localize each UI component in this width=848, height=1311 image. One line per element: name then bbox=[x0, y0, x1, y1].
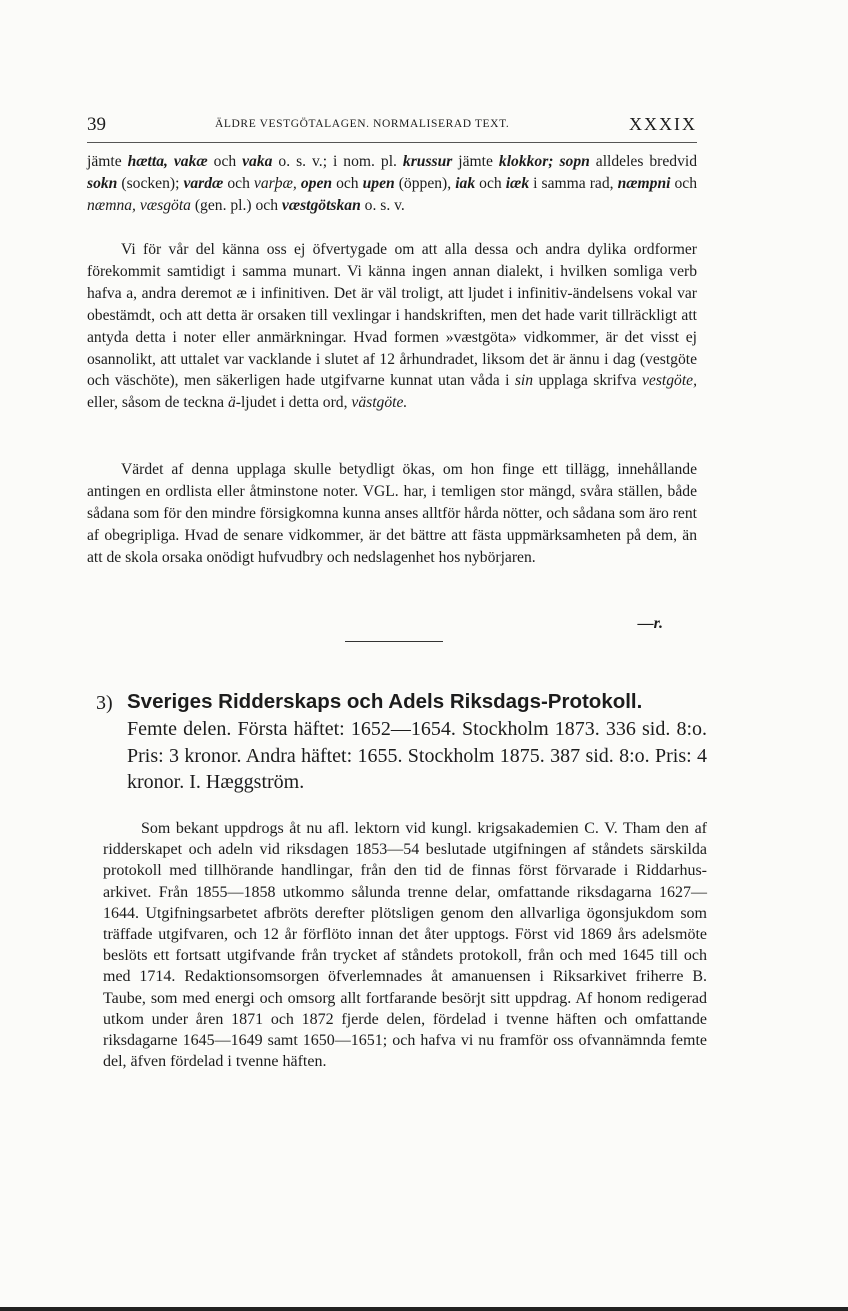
review-paragraph-2: Vi för vår del känna oss ej öfvertygade om att alla dessa och andra dylika ordformer förekommit samtidigt i samma munart. Vi känna ingen annan dialekt, i hvilken somliga verb hafva a, andra deremot æ i infinitiven. Det är väl troligt, att ljudet i infinitiv-ändelsens vokal var obestämdt, och att detta är orsaken till vexlingar i handskriften, men det hade varit tillräckligt att antyda detta i noter eller anmärkningar. Hvad formen »væstgöta» vidkommer, är det visst ej osannolikt, att uttalet var vacklande i slutet af 12 århundradet, liksom det är ännu i dag (vestgöte och väschöte), men säkerligen hade utgifvarne kunnat utan våda i sin upplaga skrifva vestgöte, eller, såsom de teckna ä-ljudet i detta ord, västgöte. bbox=[87, 241, 697, 412]
entry-title: Sveriges Ridderskaps och Adels Riksdags-Protokoll. bbox=[127, 690, 643, 713]
review-paragraph-1: jämte hætta, vakæ och vaka o. s. v.; i nom. pl. krussur jämte klokkor; sopn alldeles bredvid sokn (socken); vardæ och varþæ, open och upen (öppen), iak och iæk i samma rad, næmpni och næmna, væsgöta (gen. pl.) och væstgötskan o. s. v. bbox=[87, 153, 698, 214]
entry-details: Femte delen. Första häftet: 1652—1654. Stockholm 1873. 336 sid. 8:o. Pris: 3 kronor. Andra häftet: 1655. Stockholm 1875. 387 sid. 8:o. Pris: 4 kronor. I. Hæggström. bbox=[127, 718, 707, 793]
review-paragraph-3: Värdet af denna upplaga skulle betydligt ökas, om hon finge ett tillägg, innehållande antingen en ordlista eller åtminstone noter. VGL. har, i temligen stor mängd, svåra ställen, både sådana som för den mindre försigkomna kunna anses alltför hårda nötter, och sådana som äro rent af obegripliga. Hvad de senare vidkommer, är det bättre att fästa uppmärksamheten på dem, än att de skola orsaka onödigt hufvudbry och nedslagenhet hos nybörjaren. bbox=[87, 461, 697, 566]
running-title: ÄLDRE VESTGÖTALAGEN. NORMALISERAD TEXT. bbox=[215, 118, 510, 130]
entry-number: 3) bbox=[96, 692, 113, 714]
header-rule bbox=[87, 142, 697, 143]
page-number: 39 bbox=[87, 114, 106, 135]
page-bottom-edge bbox=[0, 1307, 848, 1311]
reviewer-signature: —r. bbox=[637, 615, 663, 632]
page-header bbox=[87, 114, 697, 140]
roman-page-numeral: XXXIX bbox=[629, 114, 697, 134]
body-paragraph: Som bekant uppdrogs åt nu afl. lektorn vid kungl. krigsakademien C. V. Tham den af ridderskapet och adeln vid riksdagen 1853—54 beslutade utgifningen af ståndets särskilda protokoll med tillhörande handlingar, från den tid de finnas först förvarade i Riddarhus-arkivet. Från 1855—1858 utkommo sålunda trenne delar, omfattande riksdagarna 1627—1644. Utgifningsarbetet afbröts derefter plötsligen genom den allvarliga ögonsjukdom som träffade utgifvaren, och 12 år förflöto innan det åter upptogs. Först vid 1869 års adelsmöte beslöts ett fortsatt utgifvande från trycket af ståndets protokoll, från och med 1645 till och med 1714. Redaktionsomsorgen öfverlemnades åt amanuensen i Riksarkivet friherre B. Taube, som med energi och omsorg allt fortfarande besörjt sitt uppdrag. Af honom redigerad utkom under åren 1871 och 1872 fjerde delen, fördelad i tvenne häften och omfattande riksdagarne 1645—1649 samt 1650—1651; och hafva vi nu framför oss ofvannämnda femte del, äfven fördelad i tvenne häften. bbox=[103, 820, 707, 1071]
section-divider bbox=[345, 641, 443, 642]
